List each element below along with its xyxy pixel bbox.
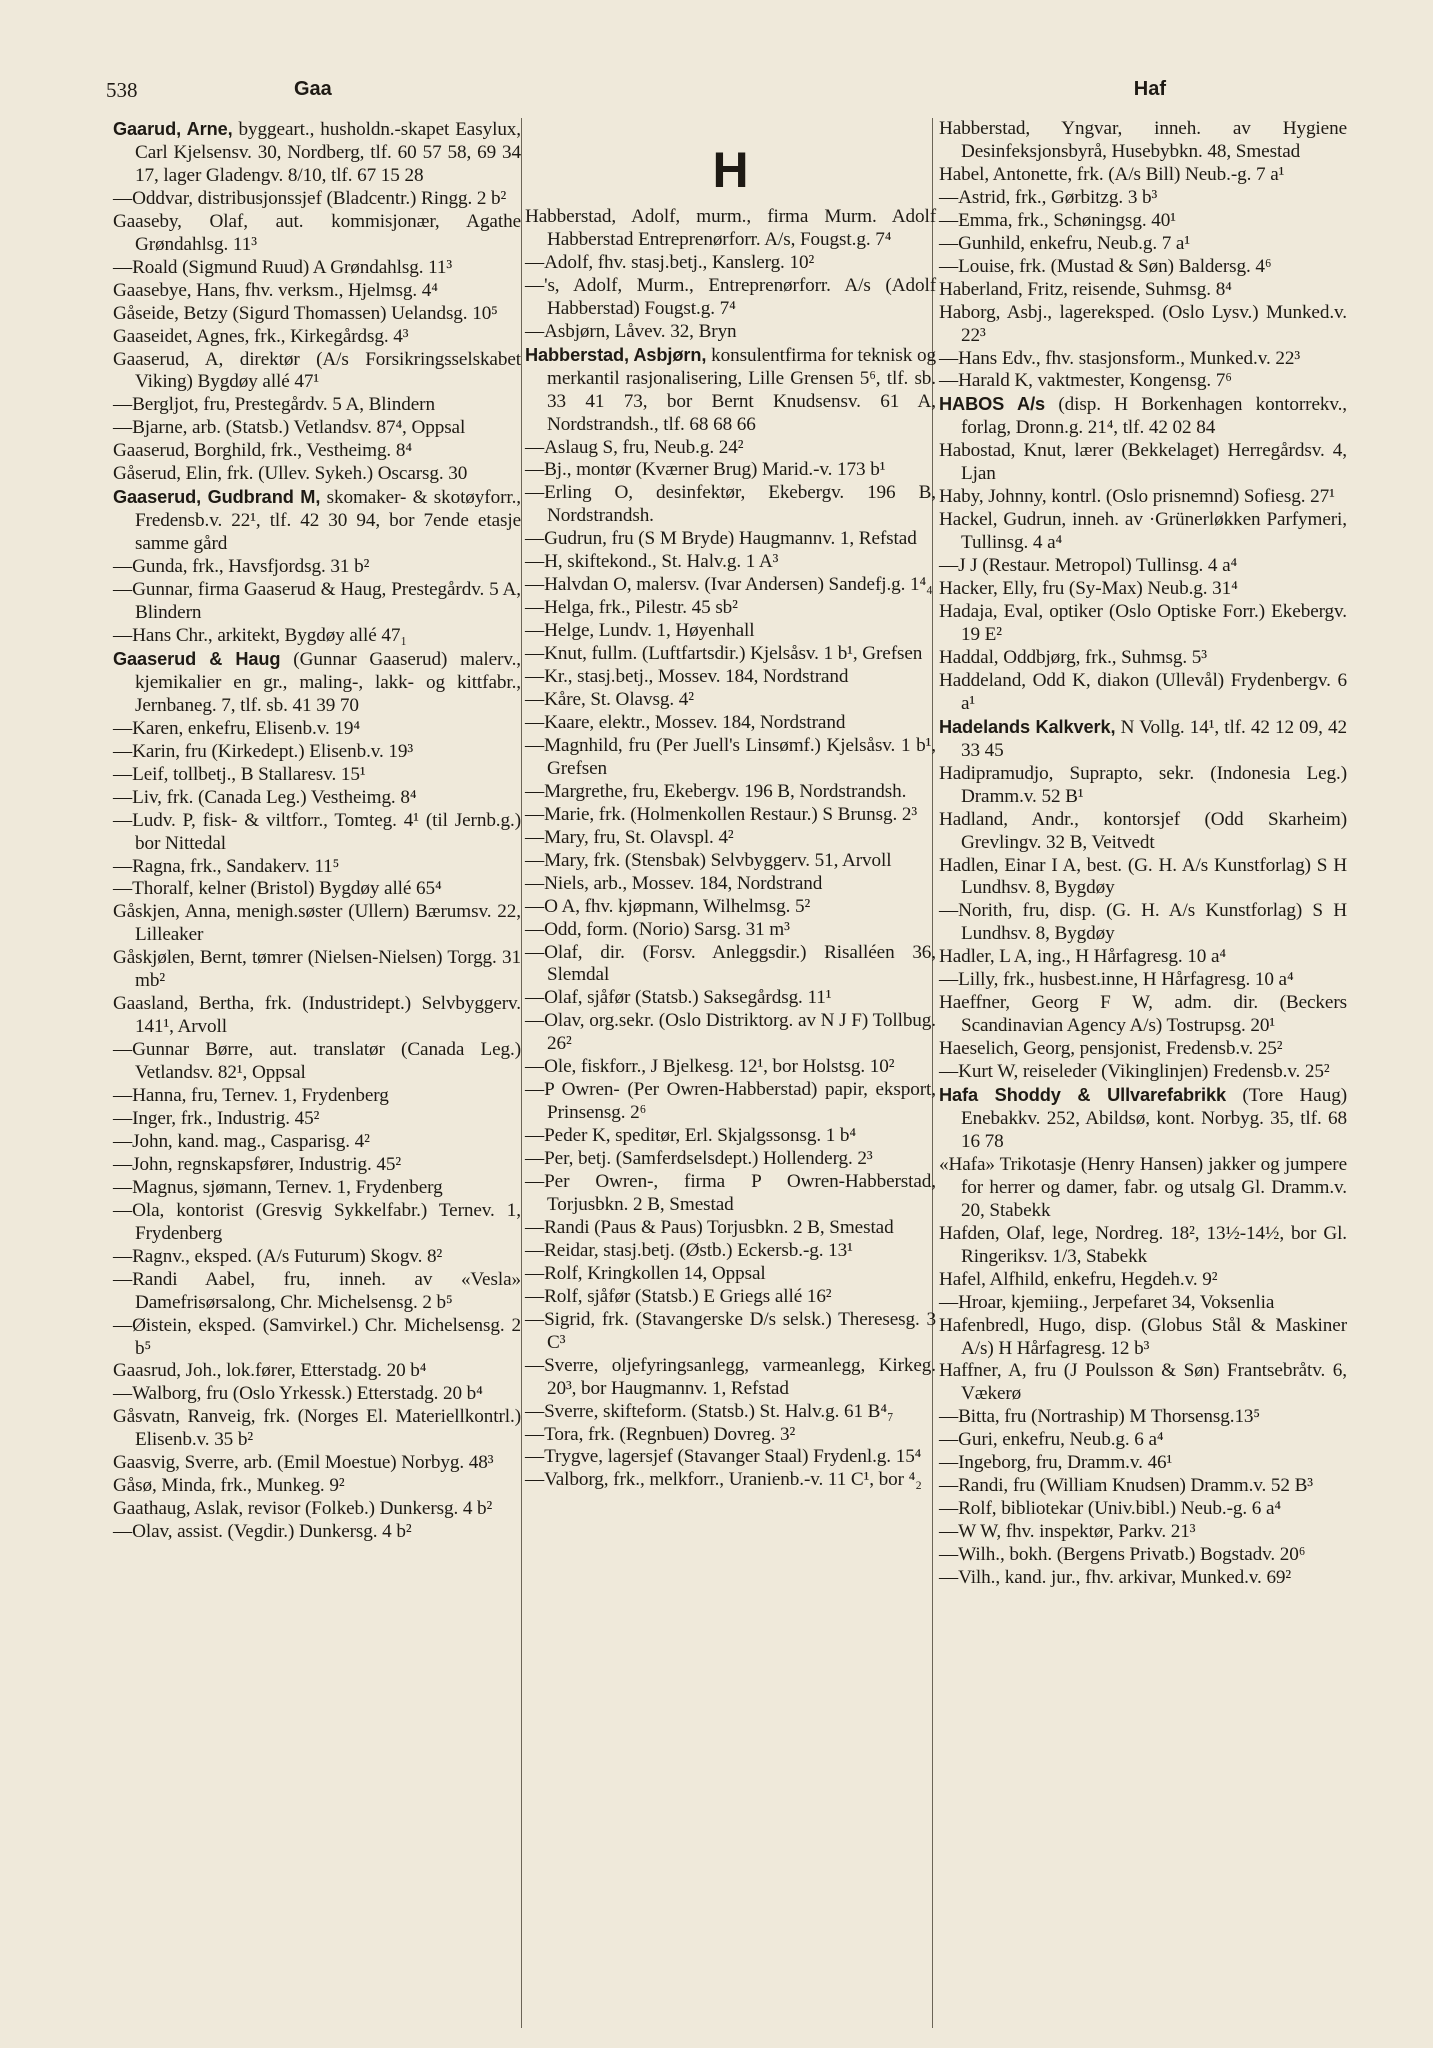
entry-text: —O A, fhv. kjøpmann, Wilhelmsg. 5² (525, 895, 811, 917)
column-divider (521, 118, 522, 2028)
entry-text: Hafden, Olaf, lege, Nordreg. 18², 13½-14½, bor Gl. Ringeriksv. 1/3, Stabekk (939, 1222, 1347, 1267)
directory-entry (113, 556, 521, 579)
directory-entry (939, 578, 1347, 601)
entry-text: —Bj., montør (Kværner Brug) Marid.-v. 173 b¹ (525, 459, 886, 481)
entry-text: —Helge, Lundv. 1, Høyenhall (525, 620, 755, 642)
entry-text: —Inger, frk., Industrig. 45² (113, 1107, 320, 1129)
entry-text: —Helga, frk., Pilestr. 45 sb² (525, 597, 738, 619)
directory-entry (525, 528, 936, 551)
entry-text: —Guri, enkefru, Neub.g. 6 a⁴ (939, 1429, 1164, 1451)
entry-text: —Rolf, bibliotekar (Univ.bibl.) Neub.-g. 6 a⁴ (939, 1498, 1281, 1520)
entry-text: —Rolf, Kringkollen 14, Oppsal (525, 1262, 766, 1284)
entry-text: —Bjarne, arb. (Statsb.) Vetlandsv. 87⁴, Oppsal (113, 417, 466, 439)
directory-entry (525, 344, 936, 437)
directory-entry (939, 1223, 1347, 1269)
directory-entry (113, 349, 521, 395)
directory-entry (525, 987, 936, 1010)
directory-entry (525, 459, 936, 482)
directory-entry (939, 393, 1347, 440)
directory-entry (113, 718, 521, 741)
entry-bold-name: Gaarud, Arne, (113, 119, 233, 139)
entry-text: Hafel, Alfhild, enkefru, Hegdeh.v. 9² (939, 1268, 1218, 1290)
directory-entry (939, 509, 1347, 555)
entry-text: —Rolf, sjåfør (Statsb.) E Griegs allé 16² (525, 1285, 832, 1307)
entry-text: —Hans Chr., arkitekt, Bygdøy allé 47₁ (113, 624, 407, 646)
directory-entry (113, 280, 521, 303)
directory-entry (113, 1200, 521, 1246)
entry-text: —Øistein, eksped. (Samvirkel.) Chr. Michelsensg. 2 b⁵ (113, 1314, 521, 1359)
entry-text: —Randi Aabel, fru, inneh. av «Vesla» Damefrisørsalong, Chr. Michelsensg. 2 b⁵ (113, 1268, 521, 1313)
directory-entry (939, 1269, 1347, 1292)
directory-entry (113, 993, 521, 1039)
directory-entry (113, 463, 521, 486)
directory-entry (525, 1079, 936, 1125)
directory-entry (525, 482, 936, 528)
entry-text: «Hafa» Trikotasje (Henry Hansen) jakker og jumpere for herrer og damer, fabr. og utsalg Gl. Dramm.v. 20, Stabekk (939, 1153, 1347, 1221)
directory-entry (525, 1424, 936, 1447)
directory-entry (939, 900, 1347, 946)
entry-text: Hadlen, Einar I A, best. (G. H. A/s Kunstforlag) S H Lundhsv. 8, Bygdøy (939, 854, 1347, 899)
entry-text: —John, regnskapsfører, Industrig. 45² (113, 1153, 401, 1175)
directory-entry (525, 1446, 936, 1469)
entry-text: (Tore Haug) Enebakkv. 252, Abildsø, kont. Norbyg. 35, tlf. 68 16 78 (961, 1085, 1348, 1152)
directory-entry (525, 321, 936, 344)
left-running-head: Gaa (294, 78, 332, 100)
directory-entry (113, 440, 521, 463)
directory-entry (939, 969, 1347, 992)
entry-text: Haberland, Fritz, reisende, Suhmsg. 8⁴ (939, 278, 1232, 300)
directory-entry (113, 648, 521, 718)
entry-text: —Louise, frk. (Mustad & Søn) Baldersg. 4⁶ (939, 255, 1272, 277)
entry-text: Haby, Johnny, kontrl. (Oslo prisnemnd) Sofiesg. 27¹ (939, 486, 1335, 508)
directory-entry (525, 1309, 936, 1355)
directory-entry (525, 712, 936, 735)
entry-text: —Gudrun, fru (S M Bryde) Haugmannv. 1, Refstad (525, 528, 917, 550)
entry-text: —Kåre, St. Olavsg. 4² (525, 689, 694, 711)
entry-text: —Mary, fru, St. Olavspl. 4² (525, 826, 734, 848)
entry-text: konsulentfirma for teknisk og merkantil rasjonalisering, Lille Grensen 5⁶, tlf. sb. 33 41 73, bor Bernt Knudsensv. 61 A, Nordstrandsh., tlf. 68 68 66 (547, 344, 936, 435)
entry-text: —Reidar, stasj.betj. (Østb.) Eckersb.-g. 13¹ (525, 1239, 853, 1261)
directory-entry (113, 326, 521, 349)
directory-entry (525, 666, 936, 689)
entry-text: —Norith, fru, disp. (G. H. A/s Kunstforlag) S H Lundhsv. 8, Bygdøy (939, 900, 1347, 945)
entry-text: —Hans Edv., fhv. stasjonsform., Munked.v. 22³ (939, 347, 1300, 369)
directory-entry (525, 1263, 936, 1286)
entry-text: Habberstad, Adolf, murm., firma Murm. Adolf Habberstad Entreprenørforr. A/s, Fougst.g. 7⁴ (525, 206, 936, 250)
entry-text: Gåsø, Minda, frk., Munkeg. 9² (113, 1475, 345, 1497)
directory-entry (939, 187, 1347, 210)
directory-entry (525, 437, 936, 460)
entry-text: —Kurt W, reiseleder (Vikinglinjen) Fredensb.v. 25² (939, 1061, 1330, 1083)
entry-text: —Knut, fullm. (Luftfartsdir.) Kjelsåsv. 1 b¹, Grefsen (525, 643, 923, 665)
directory-entry (113, 901, 521, 947)
entry-text: —W W, fhv. inspektør, Parkv. 21³ (939, 1521, 1196, 1543)
entry-text: Gåserud, Elin, frk. (Ullev. Sykeh.) Oscarsg. 30 (113, 463, 468, 485)
directory-entry (939, 1038, 1347, 1061)
directory-entry (113, 1383, 521, 1406)
entry-text: —Gunnar, firma Gaaserud & Haug, Prestegårdv. 5 A, Blindern (113, 579, 521, 624)
entry-text: —Liv, frk. (Canada Leg.) Vestheimg. 8⁴ (113, 786, 417, 808)
entry-text: Gåsvatn, Ranveig, frk. (Norges El. Materiellkontrl.) Elisenb.v. 35 b² (113, 1406, 521, 1451)
directory-entry (939, 1084, 1347, 1154)
entry-text: Hacker, Elly, fru (Sy-Max) Neub.g. 31⁴ (939, 578, 1238, 600)
directory-entry (525, 1148, 936, 1171)
entry-text: —Hanna, fru, Ternev. 1, Frydenberg (113, 1085, 389, 1107)
entry-text: —Roald (Sigmund Ruud) A Grøndahlsg. 11³ (113, 256, 453, 278)
directory-entry (939, 1521, 1347, 1544)
directory-entry (939, 1544, 1347, 1567)
entry-text: —Karin, fru (Kirkedept.) Elisenb.v. 19³ (113, 740, 414, 762)
directory-entry (939, 1498, 1347, 1521)
directory-entry (113, 1521, 521, 1544)
directory-entry (939, 601, 1347, 647)
entry-text: Gaaseby, Olaf, aut. kommisjonær, Agathe Grøndahlsg. 11³ (113, 210, 521, 255)
entry-text: —Olaf, sjåfør (Statsb.) Saksegårdsg. 11¹ (525, 987, 832, 1009)
directory-entry (525, 643, 936, 666)
directory-entry (939, 1292, 1347, 1315)
entry-text: —Randi, fru (William Knudsen) Dramm.v. 52 B³ (939, 1475, 1313, 1497)
entry-text: —Randi (Paus & Paus) Torjusbkn. 2 B, Smestad (525, 1216, 894, 1238)
entry-text: —Marie, frk. (Holmenkollen Restaur.) S Brunsg. 2³ (525, 803, 918, 825)
entry-text: —John, kand. mag., Casparisg. 4² (113, 1130, 370, 1152)
directory-entry (113, 1498, 521, 1521)
directory-entry (113, 303, 521, 326)
directory-entry (525, 689, 936, 712)
directory-entry (525, 1355, 936, 1401)
directory-entry (939, 210, 1347, 233)
entry-text: Haborg, Asbj., lagereksped. (Oslo Lysv.) Munked.v. 22³ (939, 301, 1347, 346)
directory-entry (525, 1171, 936, 1217)
directory-entry (113, 417, 521, 440)
directory-entry (939, 763, 1347, 809)
directory-entry (939, 233, 1347, 256)
directory-entry (939, 670, 1347, 716)
directory-entry (525, 942, 936, 988)
entry-text: Habberstad, Yngvar, inneh. av Hygiene Desinfeksjonsbyrå, Husebybkn. 48, Smestad (939, 118, 1347, 162)
directory-entry (525, 1125, 936, 1148)
directory-entry (525, 850, 936, 873)
directory-entry (525, 919, 936, 942)
page-header (106, 78, 1166, 108)
directory-entry (525, 275, 936, 321)
directory-entry (525, 206, 936, 252)
entry-text: Hadland, Andr., kontorsjef (Odd Skarheim) Grevlingv. 32 B, Veitvedt (939, 808, 1347, 853)
directory-entry (525, 574, 936, 597)
page-number: 538 (106, 78, 138, 102)
entry-text: —Harald K, vaktmester, Kongensg. 7⁶ (939, 370, 1232, 392)
directory-entry (939, 855, 1347, 901)
column-right (939, 118, 1347, 1590)
directory-entry (939, 348, 1347, 371)
entry-text: —Karen, enkefru, Elisenb.v. 19⁴ (113, 717, 360, 739)
entry-text: —Hroar, kjemiing., Jerpefaret 34, Voksenlia (939, 1291, 1275, 1313)
directory-entry (113, 1131, 521, 1154)
entry-text: Gåskjølen, Bernt, tømrer (Nielsen-Nielsen) Torgg. 31 mb² (113, 947, 521, 992)
entry-text: —Oddvar, distribusjonssjef (Bladcentr.) Ringg. 2 b² (113, 187, 507, 209)
entry-text: —Adolf, fhv. stasj.betj., Kanslerg. 10² (525, 251, 815, 273)
directory-entry (939, 1061, 1347, 1084)
column-middle (525, 118, 936, 1492)
column-middle-entries (525, 206, 936, 1492)
directory-entry (113, 741, 521, 764)
directory-entry (939, 1452, 1347, 1475)
entry-text: —Peder K, speditør, Erl. Skjalgssonsg. 1 b⁴ (525, 1125, 856, 1147)
directory-entry (113, 1085, 521, 1108)
entry-bold-name: Habberstad, Asbjørn, (525, 344, 707, 365)
entry-text: byggeart., husholdn.-skapet Easylux, Carl Kjelsensv. 30, Nordberg, tlf. 60 57 58, 69 34 17, lager Gladengv. 8/10, tlf. 67 15 28 (135, 119, 522, 186)
directory-entry (113, 1406, 521, 1452)
entry-text: —Margrethe, fru, Ekebergv. 196 B, Nordstrandsh. (525, 780, 907, 802)
entry-text: —Valborg, frk., melkforr., Uranienb.-v. 11 C¹, bor ⁴₂ (525, 1469, 922, 1491)
entry-text: Hadaja, Eval, optiker (Oslo Optiske Forr.) Ekebergv. 19 E² (939, 601, 1347, 645)
directory-entry (113, 188, 521, 211)
entry-text: —P Owren- (Per Owren-Habberstad) papir, eksport, Prinsensg. 2⁶ (525, 1079, 936, 1124)
entry-text: Gaaserud, Borghild, frk., Vestheimg. 8⁴ (113, 440, 412, 462)
directory-entry (113, 1360, 521, 1383)
entry-text: —Ingeborg, fru, Dramm.v. 46¹ (939, 1452, 1173, 1474)
directory-entry (939, 164, 1347, 187)
directory-entry (113, 856, 521, 879)
directory-entry (113, 1246, 521, 1269)
entry-text: —Gunda, frk., Havsfjordsg. 31 b² (113, 556, 370, 578)
directory-entry (525, 1401, 936, 1424)
entry-text: —Bergljot, fru, Prestegårdv. 5 A, Blindern (113, 394, 435, 416)
directory-entry (525, 597, 936, 620)
directory-entry (939, 716, 1347, 763)
entry-bold-name: HABOS A/s (939, 394, 1046, 415)
entry-text: —Wilh., bokh. (Bergens Privatb.) Bogstadv. 20⁶ (939, 1544, 1306, 1566)
directory-entry (939, 1154, 1347, 1223)
entry-bold-name: Gaaserud & Haug (113, 648, 281, 669)
entry-text: —Olaf, dir. (Forsv. Anleggsdir.) Risalléen 36, Slemdal (525, 941, 936, 986)
entry-text: Gaasebye, Hans, fhv. verksm., Hjelmsg. 4⁴ (113, 279, 438, 301)
directory-entry (939, 440, 1347, 486)
directory-entry (939, 809, 1347, 855)
directory-entry (113, 1177, 521, 1200)
directory-entry (939, 1406, 1347, 1429)
entry-text: —Walborg, fru (Oslo Yrkessk.) Etterstadg. 20 b⁴ (113, 1383, 483, 1405)
directory-entry (113, 1154, 521, 1177)
entry-text: Haeselich, Georg, pensjonist, Fredensb.v. 25² (939, 1038, 1283, 1060)
entry-text: —H, skiftekond., St. Halv.g. 1 A³ (525, 551, 779, 573)
directory-entry (525, 252, 936, 275)
directory-entry (113, 394, 521, 417)
directory-entry (939, 370, 1347, 393)
entry-text: N Vollg. 14¹, tlf. 42 12 09, 42 33 45 (961, 716, 1347, 761)
directory-entry (113, 1452, 521, 1475)
entry-text: —Per, betj. (Samferdselsdept.) Hollenderg. 2³ (525, 1148, 873, 1170)
entry-text: —'s, Adolf, Murm., Entreprenørforr. A/s (Adolf Habberstad) Fougst.g. 7⁴ (525, 274, 936, 319)
entry-text: —Trygve, lagersjef (Stavanger Staal) Frydenl.g. 15⁴ (525, 1446, 922, 1468)
entry-text: —Astrid, frk., Gørbitzg. 3 b³ (939, 186, 1158, 208)
directory-entry (939, 486, 1347, 509)
entry-text: —Olav, assist. (Vegdir.) Dunkersg. 4 b² (113, 1521, 412, 1543)
directory-entry (113, 1269, 521, 1315)
entry-text: —Halvdan O, malersv. (Ivar Andersen) Sandefj.g. 1⁴₄ (525, 574, 933, 596)
directory-entry (525, 873, 936, 896)
entry-text: Haddeland, Odd K, diakon (Ullevål) Frydenbergv. 6 a¹ (939, 669, 1347, 714)
entry-text: Gaasland, Bertha, frk. (Industridept.) Selvbyggerv. 141¹, Arvoll (113, 993, 521, 1038)
entry-text: —Aslaug S, fru, Neub.g. 24² (525, 436, 744, 458)
entry-text: —Vilh., kand. jur., fhv. arkivar, Munked.v. 69² (939, 1567, 1292, 1589)
entry-text: Hafenbredl, Hugo, disp. (Globus Stål & Maskiner A/s) H Hårfagresg. 12 b³ (939, 1314, 1347, 1359)
entry-text: —Emma, frk., Schøningsg. 40¹ (939, 209, 1176, 231)
directory-entry (525, 1286, 936, 1309)
right-running-head: Haf (1133, 78, 1166, 100)
directory-entry (113, 810, 521, 856)
directory-entry (939, 279, 1347, 302)
directory-entry (113, 787, 521, 810)
entry-text: —Ludv. P, fisk- & viltforr., Tomteg. 4¹ (til Jernb.g.) bor Nittedal (113, 809, 521, 854)
directory-entry (113, 211, 521, 257)
entry-text: Gaasvig, Sverre, arb. (Emil Moestue) Norbyg. 48³ (113, 1452, 494, 1474)
entry-text: Gaaserud, A, direktør (A/s Forsikringsselskabet Viking) Bygdøy allé 47¹ (113, 348, 521, 393)
entry-text: —Tora, frk. (Regnbuen) Dovreg. 3² (525, 1423, 796, 1445)
entry-text: —Sverre, skifteform. (Statsb.) St. Halv.g. 61 B⁴₇ (525, 1400, 894, 1422)
directory-entry (113, 1475, 521, 1498)
entry-text: skomaker- & skotøyforr., Fredensb.v. 22¹, tlf. 42 30 94, bor 7ende etasje samme gård (135, 487, 521, 555)
entry-text: —Lilly, frk., husbest.inne, H Hårfagresg. 10 a⁴ (939, 969, 1294, 991)
entry-text: —Ragnv., eksped. (A/s Futurum) Skogv. 8² (113, 1245, 443, 1267)
directory-entry (939, 302, 1347, 348)
entry-text: —Ole, fiskforr., J Bjelkesg. 12¹, bor Holstsg. 10² (525, 1056, 895, 1078)
entry-text: Gåseide, Betzy (Sigurd Thomassen) Uelandsg. 10⁵ (113, 302, 498, 324)
directory-entry (939, 946, 1347, 969)
entry-bold-name: Hafa Shoddy & Ullvarefabrikk (939, 1085, 1226, 1106)
entry-text: Gaaseidet, Agnes, frk., Kirkegårdsg. 4³ (113, 325, 409, 347)
entry-text: —Sigrid, frk. (Stavangerske D/s selsk.) Theresesg. 3 C³ (525, 1308, 936, 1353)
directory-entry (113, 257, 521, 280)
directory-entry (525, 781, 936, 804)
entry-text: —Leif, tollbetj., B Stallaresv. 15¹ (113, 763, 366, 785)
directory-entry (525, 1240, 936, 1263)
entry-text: —Bitta, fru (Nortraship) M Thorsensg.13⁵ (939, 1406, 1261, 1428)
directory-entry (525, 804, 936, 827)
entry-text: —Thoralf, kelner (Bristol) Bygdøy allé 65⁴ (113, 878, 442, 900)
entry-text: Haffner, A, fru (J Poulsson & Søn) Frantsebråtv. 6, Vækerø (939, 1360, 1347, 1405)
entry-text: —Asbjørn, Låvev. 32, Bryn (525, 320, 737, 342)
entry-text: —Gunnar Børre, aut. translatør (Canada Leg.) Vetlandsv. 82¹, Oppsal (113, 1039, 521, 1084)
entry-text: Gaathaug, Aslak, revisor (Folkeb.) Dunkersg. 4 b² (113, 1498, 493, 1520)
entry-bold-name: Gaaserud, Gudbrand M, (113, 487, 321, 508)
entry-text: Gaasrud, Joh., lok.fører, Etterstadg. 20 b⁴ (113, 1360, 427, 1382)
directory-entry (113, 118, 521, 188)
entry-text: Gåskjen, Anna, menigh.søster (Ullern) Bærumsv. 22, Lilleaker (113, 901, 521, 946)
entry-text: —Erling O, desinfektør, Ekebergv. 196 B, Nordstrandsh. (525, 482, 936, 527)
entry-text: —Odd, form. (Norio) Sarsg. 31 m³ (525, 918, 790, 940)
entry-text: —Ragna, frk., Sandakerv. 11⁵ (113, 855, 340, 877)
directory-entry (113, 947, 521, 993)
section-letter: H (712, 142, 749, 198)
directory-entry (525, 551, 936, 574)
entry-text: —Kaare, elektr., Mossev. 184, Nordstrand (525, 711, 846, 733)
directory-entry (113, 1108, 521, 1131)
entry-text: —Per Owren-, firma P Owren-Habberstad, Torjusbkn. 2 B, Smestad (525, 1171, 936, 1215)
entry-text: Hackel, Gudrun, inneh. av ·Grünerløkken Parfymeri, Tullinsg. 4 a⁴ (939, 509, 1347, 554)
directory-entry (525, 1056, 936, 1079)
entry-text: —Sverre, oljefyringsanlegg, varmeanlegg, Kirkeg. 20³, bor Haugmannv. 1, Refstad (525, 1354, 936, 1399)
directory-entry (939, 1429, 1347, 1452)
entry-text: Habel, Antonette, frk. (A/s Bill) Neub.-g. 7 a¹ (939, 163, 1285, 185)
directory-entry (525, 620, 936, 643)
entry-text: —Magnhild, fru (Per Juell's Linsømf.) Kjelsåsv. 1 b¹, Grefsen (525, 734, 936, 779)
entry-text: —Gunhild, enkefru, Neub.g. 7 a¹ (939, 232, 1190, 254)
entry-text: —Niels, arb., Mossev. 184, Nordstrand (525, 872, 823, 894)
entry-text: Habostad, Knut, lærer (Bekkelaget) Herregårdsv. 4, Ljan (939, 440, 1347, 485)
entry-bold-name: Hadelands Kalkverk, (939, 716, 1116, 737)
entry-text: Haddal, Oddbjørg, frk., Suhmsg. 5³ (939, 646, 1207, 668)
directory-entry (939, 256, 1347, 279)
directory-entry (113, 486, 521, 556)
entry-text: Hadipramudjo, Suprapto, sekr. (Indonesia Leg.) Dramm.v. 52 B¹ (939, 762, 1347, 807)
directory-entry (525, 1469, 936, 1492)
column-left (113, 118, 521, 1544)
entry-text: (disp. H Borkenhagen kontorrekv., forlag, Dronn.g. 21⁴, tlf. 42 02 84 (961, 394, 1347, 439)
directory-entry (525, 735, 936, 781)
directory-entry (113, 1039, 521, 1085)
directory-entry (525, 827, 936, 850)
directory-entry (939, 992, 1347, 1038)
directory-entry (525, 1217, 936, 1240)
entry-text: Hadler, L A, ing., H Hårfagresg. 10 a⁴ (939, 946, 1226, 968)
directory-entry (113, 625, 521, 648)
entry-text: —Mary, frk. (Stensbak) Selvbyggerv. 51, Arvoll (525, 849, 892, 871)
directory-entry (939, 1315, 1347, 1361)
entry-text: Haeffner, Georg F W, adm. dir. (Beckers Scandinavian Agency A/s) Tostrupsg. 20¹ (939, 992, 1347, 1037)
entry-text: —Kr., stasj.betj., Mossev. 184, Nordstrand (525, 666, 849, 688)
entry-text: —Olav, org.sekr. (Oslo Distriktorg. av N J F) Tollbug. 26² (525, 1010, 936, 1055)
entry-text: —Ola, kontorist (Gresvig Sykkelfabr.) Ternev. 1, Frydenberg (113, 1199, 521, 1244)
directory-entry (113, 1315, 521, 1361)
directory-entry (939, 647, 1347, 670)
entry-text: —J J (Restaur. Metropol) Tullinsg. 4 a⁴ (939, 555, 1238, 577)
entry-text: (Gunnar Gaaserud) malerv., kjemikalier en gr., maling-, lakk- og kittfabr., Jernbaneg. 7, tlf. sb. 41 39 70 (135, 648, 521, 716)
directory-entry (939, 118, 1347, 164)
directory-entry (525, 896, 936, 919)
directory-entry (113, 764, 521, 787)
directory-entry (939, 555, 1347, 578)
directory-entry (525, 1010, 936, 1056)
directory-entry (113, 579, 521, 625)
directory-entry (939, 1475, 1347, 1498)
directory-entry (939, 1567, 1347, 1590)
directory-entry (113, 878, 521, 901)
directory-entry (939, 1360, 1347, 1406)
entry-text: —Magnus, sjømann, Ternev. 1, Frydenberg (113, 1176, 443, 1198)
